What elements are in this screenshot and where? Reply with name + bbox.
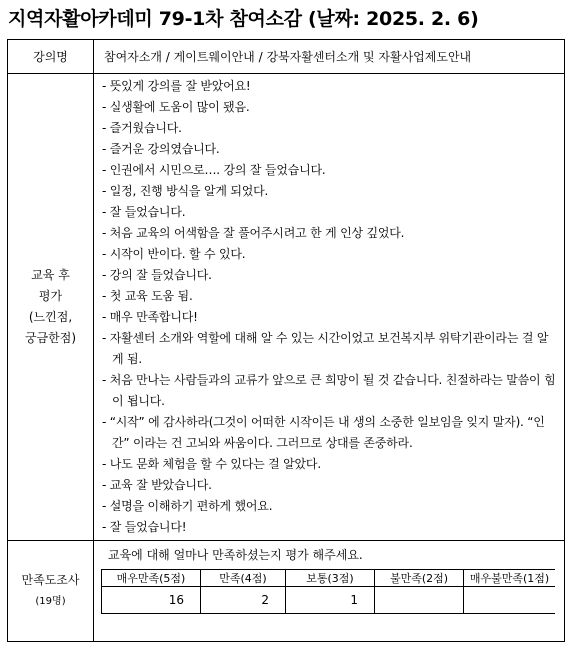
feedback-item: - 실생활에 도움이 많이 됐음. — [102, 97, 558, 118]
feedback-item: - 첫 교육 도움 됨. — [102, 286, 558, 307]
feedback-item: - 처음 만나는 사람들과의 교류가 앞으로 큰 희망이 될 것 같습니다. 친절하라는 말씀이 힘이 됩니다. — [102, 370, 558, 412]
feedback-label-line: (느낀점, — [28, 310, 73, 324]
lecture-content: 참여자소개 / 게이트웨이안내 / 강북자활센터소개 및 자활사업제도안내 — [94, 40, 565, 74]
document-title: 지역자활아카데미 79-1차 참여소감 (날짜: 2025. 2. 6) — [8, 8, 479, 30]
feedback-row — [8, 74, 565, 541]
feedback-item: - 인권에서 시민으로…. 강의 잘 들었습니다. — [102, 160, 558, 181]
feedback-list — [102, 76, 558, 538]
feedback-item: - 일정, 진행 방식을 알게 되었다. — [102, 181, 558, 202]
satisfaction-title: 만족도조사 — [21, 573, 80, 587]
rating-value-row — [102, 587, 556, 614]
feedback-label-line: 교육 후 — [31, 268, 70, 282]
feedback-item: - 뜻있게 강의를 잘 받았어요! — [102, 76, 558, 97]
respondent-count: (19명) — [35, 596, 66, 607]
feedback-content — [94, 74, 565, 541]
rating-header: 만족(4점) — [201, 570, 286, 587]
rating-table — [101, 569, 555, 614]
feedback-item: - 시작이 반이다. 할 수 있다. — [102, 244, 558, 265]
feedback-item: - 자활센터 소개와 역할에 대해 알 수 있는 시간이었고 보건복지부 위탁기관이라는 걸 알게 됨. — [102, 328, 558, 370]
feedback-item: - “시작” 에 감사하라(그것이 어떠한 시작이든 내 생의 소중한 일보임을 잊지 말자). “인간” 이라는 건 고뇌와 싸움이다. 그러므로 상대를 존중하라. — [102, 412, 558, 454]
feedback-item: - 잘 들었습니다! — [102, 517, 558, 538]
feedback-label-line: 궁금한점) — [24, 331, 77, 345]
rating-header: 매우불만족(1점) — [464, 570, 556, 587]
rating-value — [464, 587, 556, 614]
rating-value: 1 — [286, 587, 375, 614]
feedback-item: - 처음 교육의 어색함을 잘 풀어주시려고 한 게 인상 깊었다. — [102, 223, 558, 244]
satisfaction-label — [8, 541, 94, 642]
survey-table — [7, 39, 565, 642]
satisfaction-question: 교육에 대해 얼마나 만족하셨는지 평가 해주세요. — [108, 548, 363, 562]
rating-header: 매우만족(5점) — [102, 570, 201, 587]
satisfaction-content — [94, 541, 565, 642]
rating-value: 16 — [102, 587, 201, 614]
feedback-item: - 나도 문화 체험을 할 수 있다는 걸 알았다. — [102, 454, 558, 475]
feedback-item: - 교육 잘 받았습니다. — [102, 475, 558, 496]
feedback-item: - 잘 들었습니다. — [102, 202, 558, 223]
feedback-item: - 즐거웠습니다. — [102, 118, 558, 139]
rating-header-row — [102, 570, 556, 587]
lecture-label: 강의명 — [8, 40, 94, 74]
feedback-item: - 강의 잘 들었습니다. — [102, 265, 558, 286]
feedback-item: - 즐거운 강의였습니다. — [102, 139, 558, 160]
feedback-item: - 설명을 이해하기 편하게 했어요. — [102, 496, 558, 517]
rating-header: 불만족(2점) — [375, 570, 464, 587]
feedback-item: - 매우 만족합니다! — [102, 307, 558, 328]
rating-value: 2 — [201, 587, 286, 614]
rating-header: 보통(3점) — [286, 570, 375, 587]
feedback-label — [8, 74, 94, 541]
lecture-row — [8, 40, 565, 74]
feedback-label-line: 평가 — [38, 289, 63, 303]
rating-value — [375, 587, 464, 614]
satisfaction-row — [8, 541, 565, 642]
